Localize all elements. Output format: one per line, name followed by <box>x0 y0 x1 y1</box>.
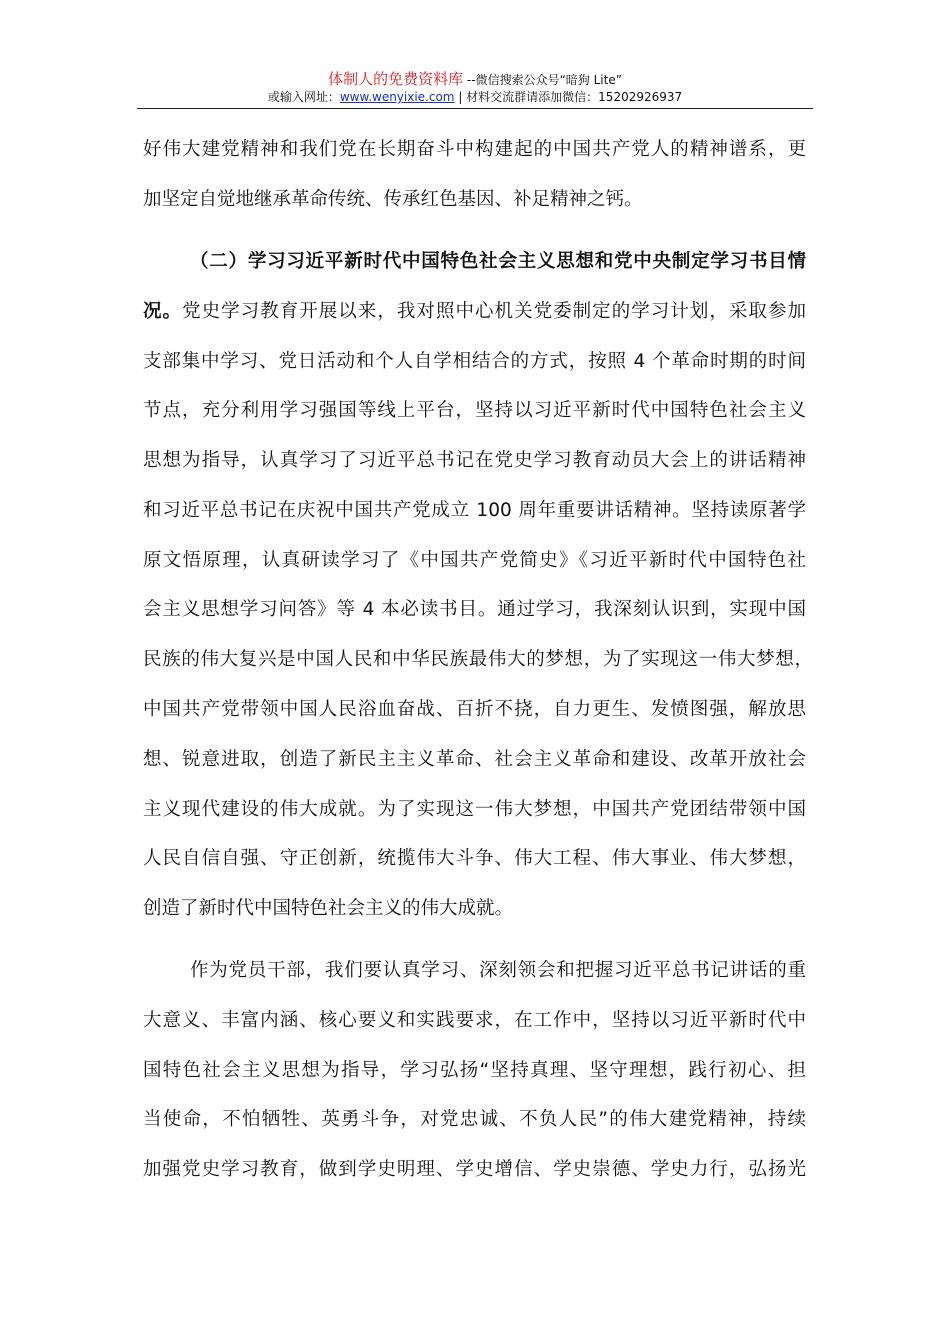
header-line-2 <box>137 89 813 105</box>
text-line: 中国共产党带领中国人民浴血奋战、百折不挠，自力更生、发愤图强，解放思 <box>143 699 806 720</box>
text-line: 作为党员干部，我们要认真学习、深刻领会和把握习近平总书记讲话的重 <box>190 960 806 981</box>
text-line: 和习近平总书记在庆祝中国共产党成立 100 周年重要讲话精神。坚持读原著学 <box>143 500 806 521</box>
page-header <box>137 70 813 105</box>
text-line: 支部集中学习、党日活动和个人自学相结合的方式，按照 4 个革命时期的时间 <box>143 351 806 372</box>
text-span: 党史学习教育开展以来，我对照中心机关党委制定的学习计划，采取参加 <box>182 301 806 322</box>
header-prefix: 或输入网址： <box>267 90 340 104</box>
text-line: 原文悟原理，认真研读学习了《中国共产党简史》《习近平新时代中国特色社 <box>143 550 806 571</box>
text-line: 民族的伟大复兴是中国人民和中华民族最伟大的梦想，为了实现这一伟大梦想， <box>143 649 813 670</box>
text-line: 大意义、丰富内涵、核心要义和实践要求，在工作中，坚持以习近平新时代中 <box>143 1010 806 1031</box>
text-line: 会主义思想学习问答》等 4 本必读书目。通过学习，我深刻认识到，实现中国 <box>143 599 806 620</box>
header-divider <box>137 108 813 109</box>
text-line: 思想为指导，认真学习了习近平总书记在党史学习教育动员大会上的讲话精神 <box>143 450 806 471</box>
section-heading-end: 况。 <box>143 301 183 322</box>
section-heading <box>190 250 806 274</box>
text-line: 创造了新时代中国特色社会主义的伟大成就。 <box>143 898 514 919</box>
text-line: 人民自信自强、守正创新，统揽伟大斗争、伟大工程、伟大事业、伟大梦想， <box>143 848 806 869</box>
text-line: 国特色社会主义思想为指导，学习弘扬“坚持真理、坚守理想，践行初心、担 <box>143 1060 806 1081</box>
text-line <box>143 300 806 324</box>
header-title: 体制人的免费资料库 <box>328 70 464 88</box>
text-line: 好伟大建党精神和我们党在长期奋斗中构建起的中国共产党人的精神谱系，更 <box>143 139 806 160</box>
header-suffix: | 材料交流群请添加微信：15202926937 <box>454 90 683 104</box>
section-heading-text: （二）学习习近平新时代中国特色社会主义思想和党中央制定学习书目情 <box>190 251 806 272</box>
header-subtitle: --微信搜索公众号“暗狗 Lite” <box>466 73 622 87</box>
header-line-1 <box>137 70 813 89</box>
text-line: 当使命，不怕牺牲、英勇斗争，对党忠诚、不负人民”的伟大建党精神，持续 <box>143 1109 806 1130</box>
text-line: 主义现代建设的伟大成就。为了实现这一伟大梦想，中国共产党团结带领中国 <box>143 799 806 820</box>
header-link[interactable]: www.wenyixie.com <box>339 90 455 104</box>
text-line: 加坚定自觉地继承革命传统、传承红色基因、补足精神之钙。 <box>143 189 643 210</box>
text-line: 节点，充分利用学习强国等线上平台，坚持以习近平新时代中国特色社会主义 <box>143 400 806 421</box>
text-line: 想、锐意进取，创造了新民主主义革命、社会主义革命和建设、改革开放社会 <box>143 749 806 770</box>
text-line: 加强党史学习教育，做到学史明理、学史增信、学史崇德、学史力行，弘扬光 <box>143 1159 806 1180</box>
